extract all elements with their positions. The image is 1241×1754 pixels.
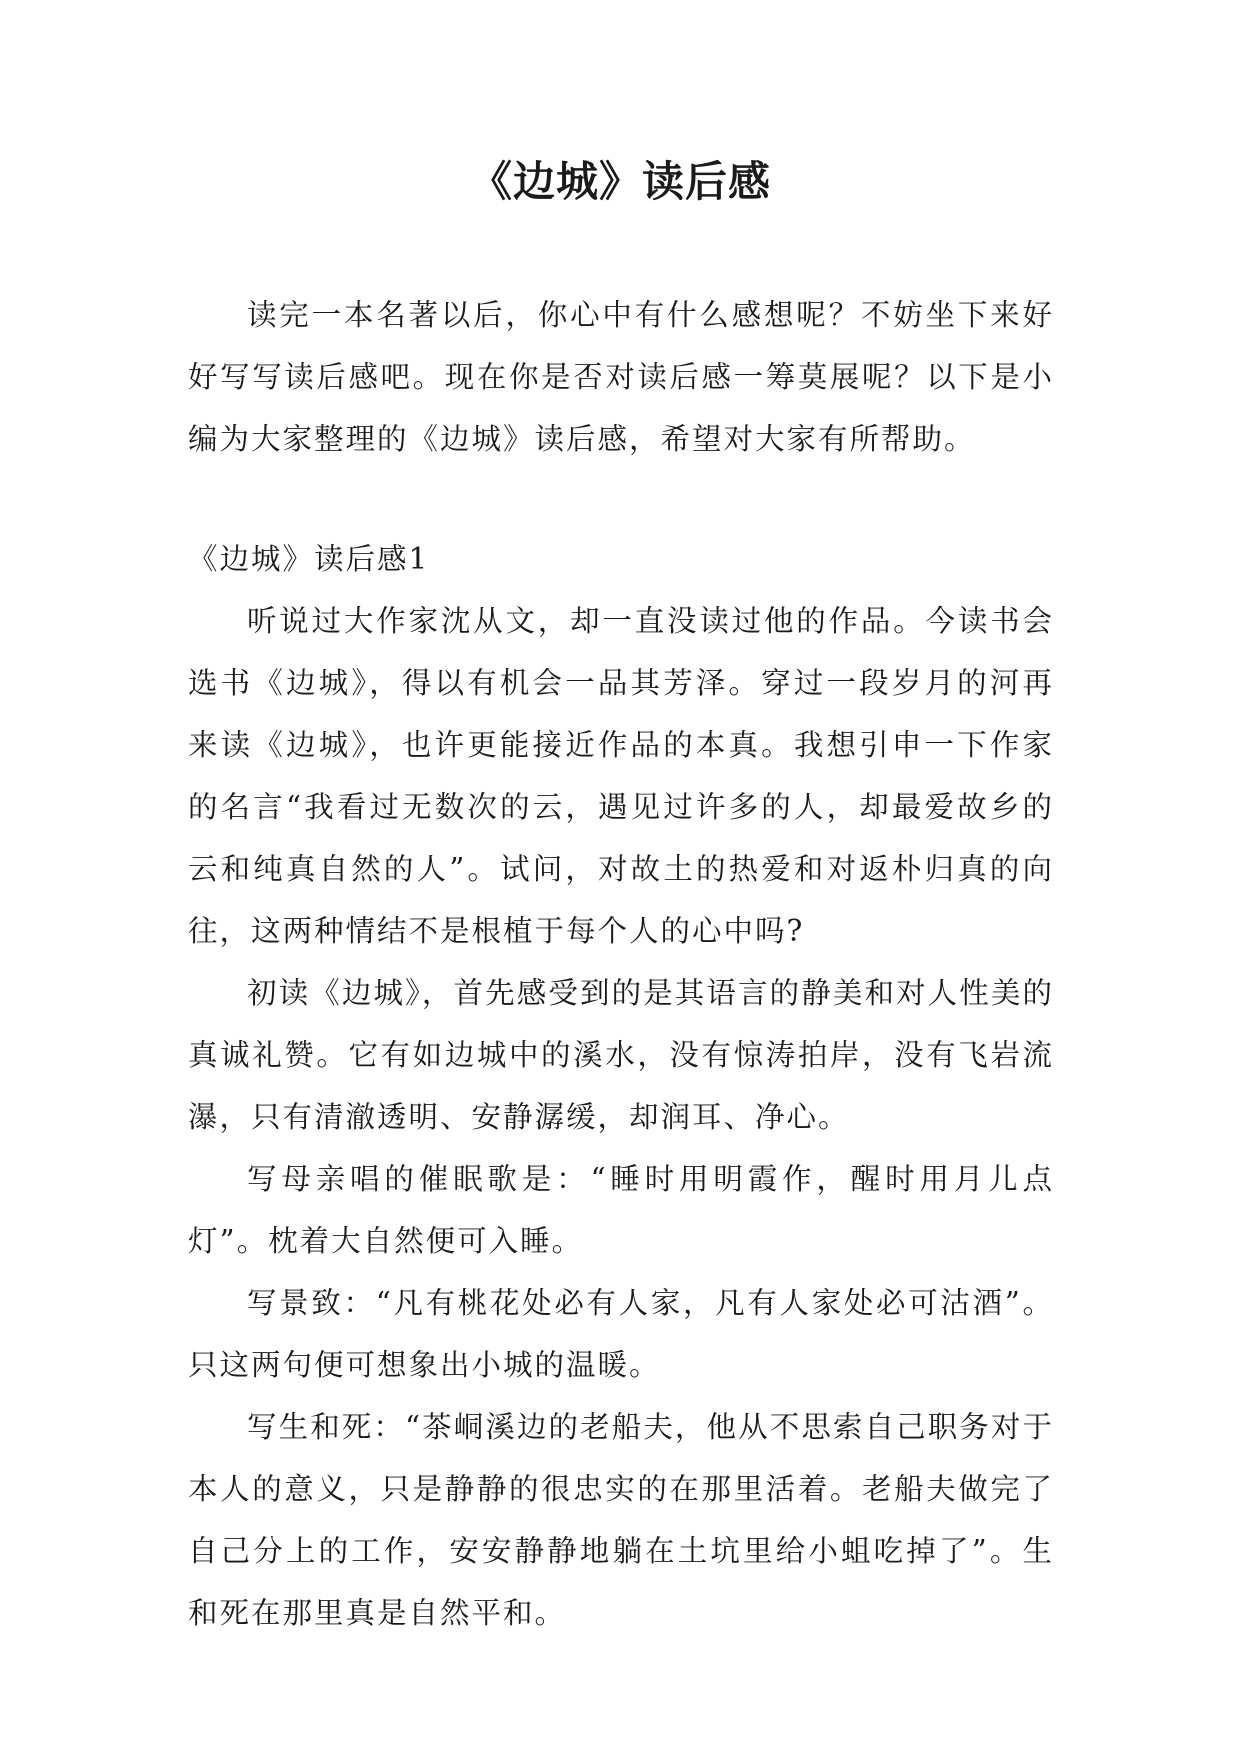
body-paragraph: 写生和死：“茶峒溪边的老船夫，他从不思索自己职务对于本人的意义，只是静静的很忠实的在那里活着。老船夫做完了自己分上的工作，安安静静地躺在土坑里给小蛆吃掉了”。生和死在那里真是自然平和。 [188, 1410, 1054, 1630]
body-paragraph: 写母亲唱的催眠歌是：“睡时用明霞作，醒时用月儿点灯”。枕着大自然便可入睡。 [188, 1162, 1054, 1258]
body-paragraph: 初读《边城》，首先感受到的是其语言的静美和对人性美的真诚礼赞。它有如边城中的溪水，没有惊涛拍岸，没有飞岩流瀑，只有清澈透明、安静潺缓，却润耳、净心。 [188, 976, 1054, 1134]
body-paragraph: 听说过大作家沈从文，却一直没读过他的作品。今读书会选书《边城》，得以有机会一品其芳泽。穿过一段岁月的河再来读《边城》，也许更能接近作品的本真。我想引申一下作家的名言“我看过无数次的云，遇见过许多的人，却最爱故乡的云和纯真自然的人”。试问，对故土的热爱和对返朴归真的向往，这两种情结不是根植于每个人的心中吗? [188, 604, 1054, 948]
section-heading: 《边城》读后感1 [188, 542, 430, 576]
document-title: 《边城》读后感 [469, 157, 771, 206]
body-paragraph: 写景致：“凡有桃花处必有人家，凡有人家处必可沽酒”。只这两句便可想象出小城的温暖。 [188, 1286, 1054, 1382]
document-body [188, 284, 1054, 1644]
intro-paragraph: 读完一本名著以后，你心中有什么感想呢？不妨坐下来好好写写读后感吧。现在你是否对读后感一筹莫展呢？以下是小编为大家整理的《边城》读后感，希望对大家有所帮助。 [188, 298, 1054, 456]
